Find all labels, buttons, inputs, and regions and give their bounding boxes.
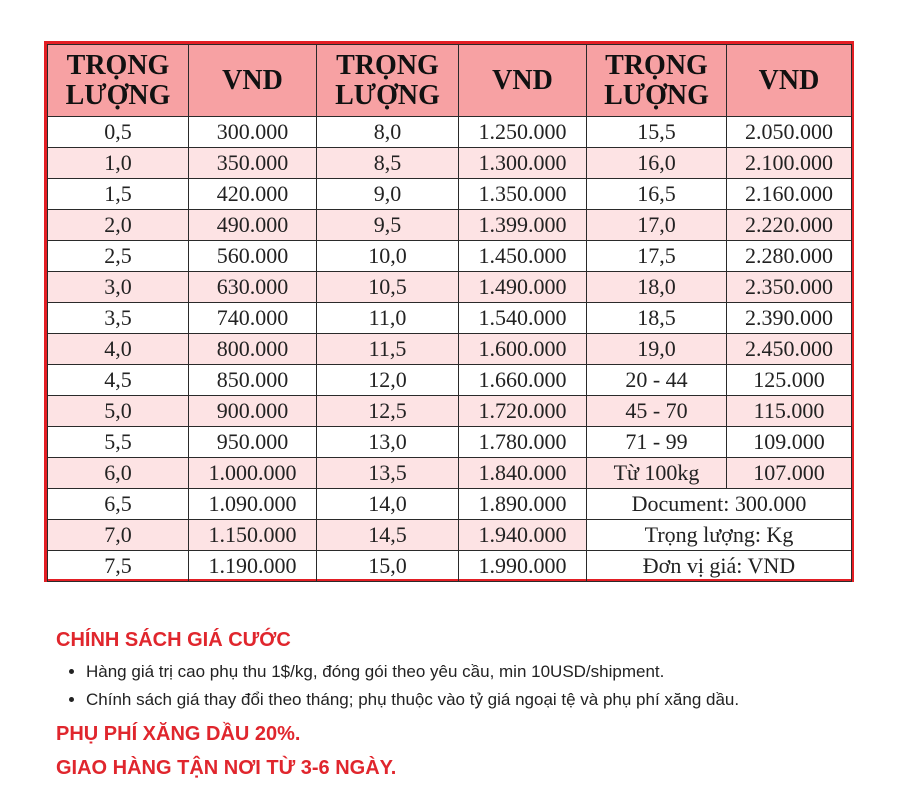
note-cell: Đơn vị giá: VND: [587, 551, 852, 582]
delivery-time-heading: GIAO HÀNG TẬN NƠI TỪ 3-6 NGÀY.: [56, 757, 397, 779]
table-row: [48, 458, 852, 489]
header-vnd: VND: [459, 45, 587, 117]
weight-cell: 6,0: [48, 458, 189, 489]
price-cell: 1.450.000: [459, 241, 587, 272]
weight-cell: 6,5: [48, 489, 189, 520]
price-cell: 1.000.000: [189, 458, 317, 489]
weight-cell: 1,5: [48, 179, 189, 210]
price-cell: 125.000: [727, 365, 852, 396]
price-cell: 850.000: [189, 365, 317, 396]
table-row: [48, 551, 852, 582]
table-row: [48, 396, 852, 427]
weight-cell: 1,0: [48, 148, 189, 179]
weight-cell: 9,5: [317, 210, 459, 241]
price-cell: 2.350.000: [727, 272, 852, 303]
price-cell: 1.350.000: [459, 179, 587, 210]
price-cell: 2.450.000: [727, 334, 852, 365]
price-cell: 490.000: [189, 210, 317, 241]
price-cell: 2.390.000: [727, 303, 852, 334]
weight-cell: 45 - 70: [587, 396, 727, 427]
price-cell: 2.050.000: [727, 117, 852, 148]
weight-cell: 10,5: [317, 272, 459, 303]
weight-cell: 14,0: [317, 489, 459, 520]
price-cell: 560.000: [189, 241, 317, 272]
policy-heading: CHÍNH SÁCH GIÁ CƯỚC: [56, 629, 291, 651]
header-vnd: VND: [189, 45, 317, 117]
price-cell: 420.000: [189, 179, 317, 210]
weight-cell: 8,0: [317, 117, 459, 148]
price-cell: 1.540.000: [459, 303, 587, 334]
price-cell: 900.000: [189, 396, 317, 427]
weight-cell: 15,5: [587, 117, 727, 148]
weight-cell: 12,5: [317, 396, 459, 427]
price-cell: 1.890.000: [459, 489, 587, 520]
weight-cell: 3,0: [48, 272, 189, 303]
price-cell: 115.000: [727, 396, 852, 427]
price-cell: 630.000: [189, 272, 317, 303]
weight-cell: 12,0: [317, 365, 459, 396]
price-cell: 1.399.000: [459, 210, 587, 241]
price-cell: 1.720.000: [459, 396, 587, 427]
weight-cell: 11,0: [317, 303, 459, 334]
weight-cell: 17,5: [587, 241, 727, 272]
price-cell: 107.000: [727, 458, 852, 489]
price-cell: 800.000: [189, 334, 317, 365]
weight-cell: 15,0: [317, 551, 459, 582]
price-cell: 1.190.000: [189, 551, 317, 582]
table-row: [48, 117, 852, 148]
price-cell: 1.600.000: [459, 334, 587, 365]
table-row: [48, 148, 852, 179]
price-cell: 1.300.000: [459, 148, 587, 179]
header-weight: TRỌNG LƯỢNG: [317, 45, 459, 117]
table-row: [48, 334, 852, 365]
weight-cell: 18,5: [587, 303, 727, 334]
price-cell: 1.090.000: [189, 489, 317, 520]
price-cell: 2.100.000: [727, 148, 852, 179]
table-row: [48, 272, 852, 303]
table-row: [48, 489, 852, 520]
weight-cell: 8,5: [317, 148, 459, 179]
weight-cell: 4,5: [48, 365, 189, 396]
weight-cell: 20 - 44: [587, 365, 727, 396]
weight-cell: 71 - 99: [587, 427, 727, 458]
weight-cell: 19,0: [587, 334, 727, 365]
price-cell: 1.940.000: [459, 520, 587, 551]
price-cell: 109.000: [727, 427, 852, 458]
price-cell: 1.150.000: [189, 520, 317, 551]
price-cell: 350.000: [189, 148, 317, 179]
policy-section: [56, 626, 876, 782]
table-body: [48, 117, 852, 582]
table-row: [48, 303, 852, 334]
price-cell: 950.000: [189, 427, 317, 458]
header-weight: TRỌNG LƯỢNG: [587, 45, 727, 117]
price-table-frame: [44, 41, 854, 582]
weight-cell: Từ 100kg: [587, 458, 727, 489]
weight-cell: 7,0: [48, 520, 189, 551]
table-row: [48, 427, 852, 458]
table-row: [48, 520, 852, 551]
table-row: [48, 241, 852, 272]
weight-cell: 14,5: [317, 520, 459, 551]
price-cell: 2.280.000: [727, 241, 852, 272]
price-table: [47, 44, 852, 582]
price-cell: 1.840.000: [459, 458, 587, 489]
weight-cell: 13,0: [317, 427, 459, 458]
weight-cell: 17,0: [587, 210, 727, 241]
price-cell: 1.250.000: [459, 117, 587, 148]
price-cell: 1.660.000: [459, 365, 587, 396]
table-row: [48, 365, 852, 396]
header-weight: TRỌNG LƯỢNG: [48, 45, 189, 117]
policy-bullet-2: • Chính sách giá thay đổi theo tháng; phụ thuộc vào tỷ giá ngoại tệ và phụ phí xăng dầu.: [86, 686, 876, 714]
policy-bullet-1: • Hàng giá trị cao phụ thu 1$/kg, đóng gói theo yêu cầu, min 10USD/shipment.: [86, 658, 876, 686]
price-cell: 1.990.000: [459, 551, 587, 582]
price-cell: 740.000: [189, 303, 317, 334]
weight-cell: 7,5: [48, 551, 189, 582]
weight-cell: 2,5: [48, 241, 189, 272]
weight-cell: 4,0: [48, 334, 189, 365]
header-vnd: VND: [727, 45, 852, 117]
weight-cell: 11,5: [317, 334, 459, 365]
weight-cell: 13,5: [317, 458, 459, 489]
weight-cell: 5,5: [48, 427, 189, 458]
weight-cell: 18,0: [587, 272, 727, 303]
policy-list: [56, 658, 876, 714]
note-cell: Document: 300.000: [587, 489, 852, 520]
table-row: [48, 179, 852, 210]
price-cell: 2.220.000: [727, 210, 852, 241]
table-row: [48, 210, 852, 241]
table-header-row: [48, 45, 852, 117]
price-cell: 1.780.000: [459, 427, 587, 458]
fuel-surcharge-heading: PHỤ PHÍ XĂNG DẦU 20%.: [56, 723, 301, 745]
weight-cell: 16,0: [587, 148, 727, 179]
weight-cell: 9,0: [317, 179, 459, 210]
price-cell: 1.490.000: [459, 272, 587, 303]
weight-cell: 16,5: [587, 179, 727, 210]
note-cell: Trọng lượng: Kg: [587, 520, 852, 551]
weight-cell: 2,0: [48, 210, 189, 241]
price-cell: 2.160.000: [727, 179, 852, 210]
price-cell: 300.000: [189, 117, 317, 148]
weight-cell: 3,5: [48, 303, 189, 334]
weight-cell: 0,5: [48, 117, 189, 148]
weight-cell: 5,0: [48, 396, 189, 427]
weight-cell: 10,0: [317, 241, 459, 272]
